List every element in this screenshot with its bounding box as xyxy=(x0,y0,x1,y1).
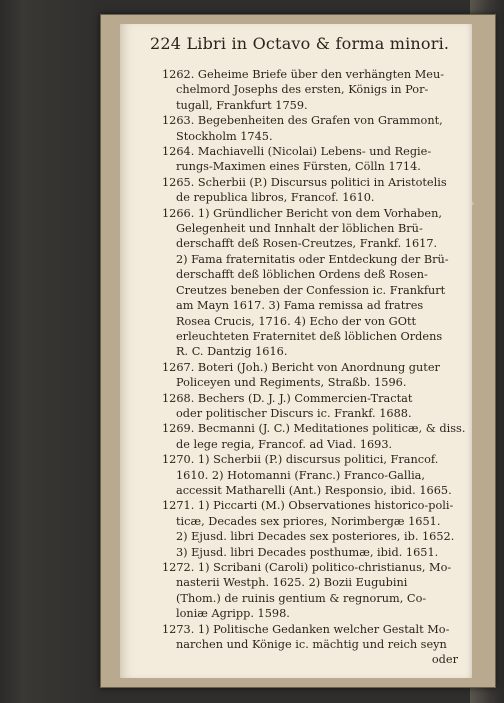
entry-line: chelmord Josephs des ersten, Königs in Por- xyxy=(176,83,429,97)
entry-line: 1266. 1) Gründlicher Bericht von dem Vorhaben, xyxy=(162,206,442,220)
catalogue-entry xyxy=(162,622,462,653)
entry-line: loniæ Agripp. 1598. xyxy=(176,607,290,621)
entry-line: 1269. Becmanni (J. C.) Meditationes politicæ, & diss. xyxy=(162,422,466,436)
page-edge-mark: › xyxy=(470,196,475,210)
catalogue-entry xyxy=(162,498,462,560)
entry-line: 1270. 1) Scherbii (P.) discursus politici, Francof. xyxy=(162,453,439,467)
catalogue-entry xyxy=(162,391,462,422)
entry-line: derschafft deß löblichen Ordens deß Rosen- xyxy=(176,268,428,282)
entry-line: 1271. 1) Piccarti (M.) Observationes historico-poli- xyxy=(162,499,454,513)
entry-line: 1268. Bechers (D. J. J.) Commercien-Tractat xyxy=(162,391,413,405)
catalogue-entry xyxy=(162,560,462,622)
catchword: oder xyxy=(431,653,458,667)
entry-line: Stockholm 1745. xyxy=(176,129,273,143)
entry-line: de republica libros, Francof. 1610. xyxy=(176,191,375,205)
catalogue-entry xyxy=(162,360,462,391)
entry-line: rungs-Maximen eines Fürsten, Cölln 1714. xyxy=(176,160,421,174)
page-text-block xyxy=(150,34,466,667)
catalogue-entry xyxy=(162,206,462,360)
catalogue-entry xyxy=(162,113,462,144)
catalogue-entry xyxy=(162,452,462,498)
entry-line: 1263. Begebenheiten des Grafen von Grammont, xyxy=(162,114,443,128)
running-header xyxy=(150,34,462,53)
entry-line: (Thom.) de ruinis gentium & regnorum, Co- xyxy=(176,591,427,605)
catalogue-entry xyxy=(162,144,462,175)
entry-line: am Mayn 1617. 3) Fama remissa ad fratres xyxy=(176,299,424,313)
entry-line: 2) Ejusd. libri Decades sex posteriores, ib. 1652. xyxy=(176,530,455,544)
entry-line: 1273. 1) Politische Gedanken welcher Gestalt Mo- xyxy=(162,622,450,636)
entry-line: 1610. 2) Hotomanni (Franc.) Franco-Gallia, xyxy=(176,468,426,482)
entry-line: narchen und Könige ic. mächtig und reich seyn xyxy=(176,638,447,652)
entry-line: 1267. Boteri (Joh.) Bericht von Anordnung guter xyxy=(162,360,440,374)
entry-line: 1265. Scherbii (P.) Discursus politici in Aristotelis xyxy=(162,175,447,189)
page-sheet xyxy=(120,24,472,678)
entry-line: tugall, Frankfurt 1759. xyxy=(176,98,308,112)
page-number: 224 xyxy=(150,34,182,53)
running-title: Libri in Octavo & forma minori. xyxy=(186,34,450,53)
catalogue-entry xyxy=(162,67,462,113)
entry-line: oder politischer Discurs ic. Frankf. 1688. xyxy=(176,406,412,420)
entry-line: Rosea Crucis, 1716. 4) Echo der von GOtt xyxy=(176,314,417,328)
catalogue-entry xyxy=(162,421,466,452)
entry-line: Policeyen und Regiments, Straßb. 1596. xyxy=(176,376,407,390)
entry-line: derschafft deß Rosen-Creutzes, Frankf. 1617. xyxy=(176,237,438,251)
catalogue-entry xyxy=(162,175,462,206)
entry-line: 2) Fama fraternitatis oder Entdeckung der Brü- xyxy=(176,252,449,266)
entry-line: Creutzes beneben der Confession ic. Frankfurt xyxy=(176,283,446,297)
entry-line: erleuchteten Fraternitet deß löblichen Ordens xyxy=(176,329,443,343)
entry-line: Gelegenheit und Innhalt der löblichen Brü- xyxy=(176,222,423,236)
entry-line: 1264. Machiavelli (Nicolai) Lebens- und Regie- xyxy=(162,145,432,159)
entry-line: accessit Matharelli (Ant.) Responsio, ibid. 1665. xyxy=(176,483,452,497)
entry-line: nasterii Westph. 1625. 2) Bozii Eugubini xyxy=(176,576,408,590)
entry-line: de lege regia, Francof. ad Viad. 1693. xyxy=(176,437,393,451)
entry-line: 1272. 1) Scribani (Caroli) politico-christianus, Mo- xyxy=(162,561,452,574)
entry-line: 1262. Geheime Briefe über den verhängten Meu- xyxy=(162,68,445,81)
entry-line: ticæ, Decades sex priores, Norimbergæ 1651. xyxy=(176,514,441,528)
entry-line: R. C. Dantzig 1616. xyxy=(176,345,288,359)
entry-line: 3) Ejusd. libri Decades posthumæ, ibid. 1651. xyxy=(176,545,439,559)
catalogue-entries xyxy=(162,67,466,652)
